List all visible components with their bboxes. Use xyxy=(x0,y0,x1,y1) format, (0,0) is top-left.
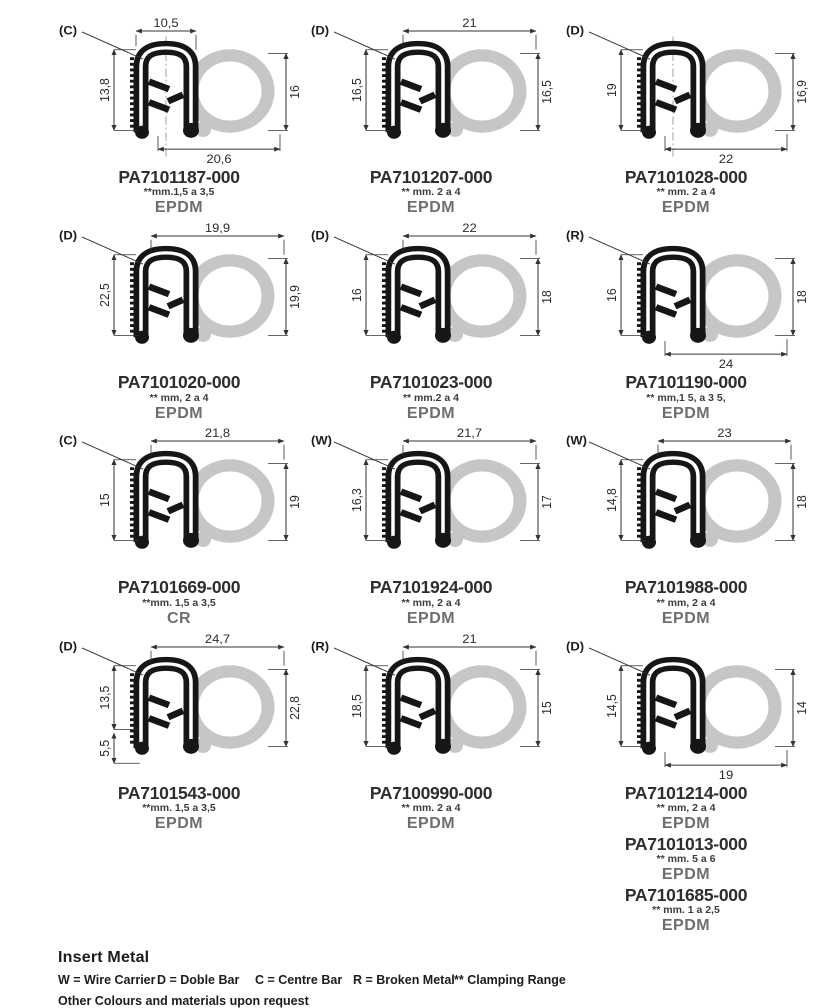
product-cell xyxy=(48,16,310,221)
seal-profile-drawing xyxy=(54,632,304,782)
material: EPDM xyxy=(661,917,711,935)
clamping-range: **mm. 1,5 a 3,5 xyxy=(142,596,216,609)
svg-text:21: 21 xyxy=(462,632,477,646)
material: EPDM xyxy=(406,814,456,832)
clamping-range: ** mm, 2 a 4 xyxy=(401,596,461,609)
product-cell xyxy=(552,16,820,221)
legend-doble-bar: D = Doble Bar xyxy=(157,973,240,988)
svg-text:19: 19 xyxy=(604,83,620,97)
clamp-profile xyxy=(384,48,451,139)
part-number: PA7101187-000 xyxy=(118,167,240,187)
clamping-range: **mm.1,5 a 3,5 xyxy=(143,186,215,199)
svg-text:19,9: 19,9 xyxy=(287,285,303,309)
clamping-range: **mm. 1,5 a 3,5 xyxy=(142,801,216,814)
clamp-profile xyxy=(384,458,451,549)
insert-type-tag: (D) xyxy=(59,639,78,654)
clamp-profile xyxy=(384,253,451,344)
sponge-bulb xyxy=(444,671,520,753)
svg-text:18: 18 xyxy=(794,290,810,304)
seal-profile-drawing xyxy=(561,221,811,371)
svg-text:20,6: 20,6 xyxy=(206,152,232,166)
part-number: PA7101020-000 xyxy=(117,372,241,393)
sponge-bulb xyxy=(192,55,268,137)
svg-text:5,5: 5,5 xyxy=(97,739,113,757)
part-number: PA7101214-000 xyxy=(624,782,748,803)
clamping-range: ** mm. 2 a 4 xyxy=(401,801,461,814)
insert-type-tag: (D) xyxy=(566,24,585,38)
seal-profile-drawing xyxy=(306,221,556,371)
svg-text:19,9: 19,9 xyxy=(204,221,231,236)
dim-left xyxy=(605,460,645,541)
product-cell xyxy=(48,426,310,631)
footer-note: Other Colours and materials upon request xyxy=(58,994,309,1008)
svg-text:16: 16 xyxy=(604,288,620,303)
clamp-profile xyxy=(132,253,199,344)
dim-left xyxy=(350,665,390,746)
svg-text:21,8: 21,8 xyxy=(204,426,231,441)
legend-broken-metal: R = Broken Metal xyxy=(353,973,455,988)
insert-type-tag: (R) xyxy=(311,639,330,654)
seal-profile-drawing xyxy=(54,426,304,576)
legend-centre-bar: C = Centre Bar xyxy=(255,973,343,988)
sponge-bulb xyxy=(192,261,268,343)
clamp-profile xyxy=(639,663,706,754)
insert-type-tag: (D) xyxy=(59,229,78,243)
footer-legend xyxy=(58,973,827,987)
dim-bottom xyxy=(665,750,787,782)
svg-text:22: 22 xyxy=(718,152,734,166)
product-entry xyxy=(370,784,492,833)
svg-text:17: 17 xyxy=(539,495,555,510)
material: EPDM xyxy=(154,814,204,832)
sponge-bulb xyxy=(444,261,520,343)
material: EPDM xyxy=(406,404,456,422)
svg-text:18: 18 xyxy=(539,290,555,304)
material: EPDM xyxy=(661,866,711,884)
dim-left xyxy=(98,255,138,336)
svg-text:13,5: 13,5 xyxy=(97,685,113,710)
clamping-range: ** mm. 5 a 6 xyxy=(656,853,716,866)
part-number: PA7101023-000 xyxy=(369,372,493,393)
part-number: PA7101190-000 xyxy=(625,372,747,393)
svg-text:16,3: 16,3 xyxy=(349,488,365,513)
seal-profile-drawing xyxy=(306,426,556,576)
svg-text:16: 16 xyxy=(349,288,365,303)
product-entry xyxy=(370,373,492,422)
svg-text:19: 19 xyxy=(718,768,734,782)
material: EPDM xyxy=(661,814,711,832)
product-entry xyxy=(625,373,746,422)
product-cell xyxy=(310,221,555,426)
material: EPDM xyxy=(661,609,711,627)
material: EPDM xyxy=(154,199,204,217)
footer-title: Insert Metal xyxy=(58,949,150,967)
svg-text:21,7: 21,7 xyxy=(456,426,483,441)
product-entry xyxy=(625,835,747,884)
product-cell xyxy=(552,632,820,940)
dim-left xyxy=(98,460,138,541)
clamp-profile xyxy=(132,48,199,139)
seal-profile-drawing xyxy=(54,221,304,371)
product-entry xyxy=(625,886,747,935)
seal-profile-drawing xyxy=(306,632,556,782)
product-entry xyxy=(118,784,240,833)
product-entry xyxy=(625,784,747,833)
clamping-range: ** mm, 2 a 4 xyxy=(656,801,716,814)
part-number: PA7101988-000 xyxy=(624,577,748,598)
seal-profile-drawing xyxy=(561,426,811,576)
svg-text:18,5: 18,5 xyxy=(349,693,365,718)
dim-left xyxy=(605,665,645,746)
svg-text:22,5: 22,5 xyxy=(97,283,113,308)
dim-left xyxy=(350,460,390,541)
svg-text:22,8: 22,8 xyxy=(287,695,303,720)
seal-profile-drawing xyxy=(561,16,811,166)
product-cell xyxy=(48,221,310,426)
clamp-profile xyxy=(132,663,199,754)
svg-text:16: 16 xyxy=(287,85,303,99)
svg-text:15: 15 xyxy=(97,493,113,508)
sponge-bulb xyxy=(699,466,775,548)
material: EPDM xyxy=(154,404,204,422)
insert-type-tag: (R) xyxy=(566,229,585,243)
clamping-range: ** mm. 1 a 2,5 xyxy=(652,904,720,917)
dim-bottom xyxy=(158,134,280,166)
part-number: PA7101685-000 xyxy=(624,884,748,905)
dim-left xyxy=(98,50,138,131)
material: EPDM xyxy=(406,609,456,627)
product-cell xyxy=(48,632,310,940)
svg-text:16,5: 16,5 xyxy=(349,78,365,102)
product-entry xyxy=(625,578,747,627)
clamp-profile xyxy=(639,253,706,344)
product-entry xyxy=(118,168,239,217)
dim-left xyxy=(605,50,645,131)
clamp-profile xyxy=(384,663,451,754)
svg-text:21: 21 xyxy=(462,16,477,31)
part-number: PA7101028-000 xyxy=(624,167,748,187)
sponge-bulb xyxy=(699,671,775,753)
insert-type-tag: (W) xyxy=(311,434,332,449)
product-cell xyxy=(310,16,555,221)
svg-text:22: 22 xyxy=(462,221,477,236)
sponge-bulb xyxy=(192,466,268,548)
svg-text:10,5: 10,5 xyxy=(153,16,179,31)
insert-type-tag: (D) xyxy=(566,639,585,654)
material: EPDM xyxy=(661,199,711,217)
product-entry xyxy=(370,168,492,217)
clamping-range: ** mm, 2 a 4 xyxy=(149,391,209,404)
clamping-range: ** mm. 2 a 4 xyxy=(401,186,461,199)
legend-wire-carrier: W = Wire Carrier xyxy=(58,973,156,988)
sponge-bulb xyxy=(192,671,268,753)
svg-text:16,9: 16,9 xyxy=(794,80,810,104)
seal-profile-drawing xyxy=(54,16,304,166)
material: EPDM xyxy=(661,404,711,422)
insert-type-tag: (W) xyxy=(566,434,587,449)
part-number: PA7101013-000 xyxy=(624,833,748,854)
svg-text:14,5: 14,5 xyxy=(604,693,620,718)
dim-left xyxy=(350,255,390,336)
svg-text:13,8: 13,8 xyxy=(97,78,113,102)
part-number: PA7101207-000 xyxy=(369,167,493,187)
svg-text:24,7: 24,7 xyxy=(204,632,231,646)
insert-type-tag: (D) xyxy=(311,229,330,243)
product-cell xyxy=(552,426,820,631)
dim-bottom xyxy=(665,134,787,166)
clamping-range: ** mm.2 a 4 xyxy=(402,391,460,404)
clamp-profile xyxy=(132,458,199,549)
dim-left xyxy=(350,50,390,131)
clamping-range: ** mm,1 5, a 3 5, xyxy=(646,391,726,404)
footer xyxy=(0,939,827,1008)
insert-type-tag: (D) xyxy=(311,24,330,38)
svg-text:15: 15 xyxy=(539,700,555,715)
legend-clamping-range: ** Clamping Range xyxy=(454,973,566,988)
svg-text:14,8: 14,8 xyxy=(604,488,620,513)
part-number: PA7101924-000 xyxy=(369,577,493,598)
clamp-profile xyxy=(639,48,706,139)
material: CR xyxy=(166,609,192,627)
insert-type-tag: (C) xyxy=(59,24,78,38)
product-entry xyxy=(370,578,492,627)
svg-text:18: 18 xyxy=(794,495,810,510)
sponge-bulb xyxy=(699,55,775,137)
product-cell xyxy=(310,632,555,940)
svg-text:16,5: 16,5 xyxy=(539,80,555,104)
dim-bottom xyxy=(665,339,787,371)
part-number: PA7101543-000 xyxy=(117,782,241,803)
svg-text:14: 14 xyxy=(794,700,810,715)
svg-text:19: 19 xyxy=(287,495,303,510)
clamp-profile xyxy=(639,458,706,549)
sponge-bulb xyxy=(444,55,520,137)
dim-left xyxy=(605,255,645,336)
svg-text:24: 24 xyxy=(718,357,734,372)
material: EPDM xyxy=(406,199,456,217)
clamping-range: ** mm. 2 a 4 xyxy=(656,186,716,199)
product-entry xyxy=(118,373,240,422)
insert-type-tag: (C) xyxy=(59,434,78,449)
product-entry xyxy=(118,578,240,627)
part-number: PA7101669-000 xyxy=(117,577,241,598)
seal-profile-drawing xyxy=(306,16,556,166)
part-number: PA7100990-000 xyxy=(369,782,493,803)
svg-text:23: 23 xyxy=(717,426,732,441)
clamping-range: ** mm, 2 a 4 xyxy=(656,596,716,609)
product-cell xyxy=(310,426,555,631)
sponge-bulb xyxy=(444,466,520,548)
product-cell xyxy=(552,221,820,426)
sponge-bulb xyxy=(699,261,775,343)
product-entry xyxy=(625,168,747,217)
seal-profile-drawing xyxy=(561,632,811,782)
